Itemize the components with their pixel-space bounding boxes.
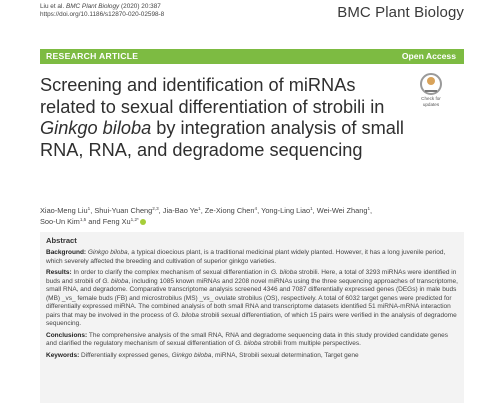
badge-line2: updates: [422, 102, 440, 107]
citation-line: [40, 3, 164, 11]
author-affiliation: 1,5: [79, 217, 87, 222]
results-species-1: G. biloba: [270, 269, 297, 276]
keywords-label: Keywords:: [46, 351, 80, 359]
conclusions-species: G. biloba: [235, 340, 262, 347]
author-affiliation: 1: [87, 206, 91, 211]
author-name[interactable]: Ze-Xiong Chen: [204, 206, 255, 215]
results-text-d: strobili sexual differentiation, of which 15 pairs were verified in the analysis of degradome sequencing.: [46, 311, 457, 327]
keywords-text-b: , miRNA, Strobili sexual determination, Target gene: [211, 351, 359, 359]
background-label: Background:: [46, 249, 87, 256]
open-access-label: Open Access: [401, 51, 456, 61]
check-for-updates-badge[interactable]: [416, 73, 446, 109]
conclusions-text-b: strobili from multiple perspectives.: [261, 340, 361, 347]
title-species: Ginkgo biloba: [40, 118, 152, 139]
citation-year-pages: (2020) 20:387: [121, 3, 161, 10]
citation-journal: BMC Plant Biology: [65, 3, 120, 10]
author-name[interactable]: Shui-Yuan Cheng: [94, 206, 153, 215]
author-affiliation: 2,3: [152, 206, 159, 211]
doi-link[interactable]: https://doi.org/10.1186/s12870-020-02598-8: [40, 11, 165, 19]
citation-authors: Liu et al.: [40, 3, 65, 10]
citation-block: [40, 3, 164, 19]
journal-name: BMC Plant Biology: [337, 4, 464, 21]
keywords-species: Ginkgo biloba: [171, 351, 212, 359]
abstract-keywords: [46, 352, 458, 361]
check-for-updates-icon: [420, 73, 442, 95]
author-name[interactable]: Yong-Ling Liao: [261, 206, 311, 215]
results-species-3: G. biloba: [172, 311, 199, 319]
badge-line1: Check for: [421, 96, 441, 101]
conclusions-label: Conclusions:: [46, 331, 88, 339]
article-type-label: RESEARCH ARTICLE: [46, 51, 139, 61]
orcid-icon[interactable]: [140, 219, 146, 225]
abstract-background: [46, 249, 458, 266]
background-text: , a typical dioecious plant, is a traditional medicinal plant widely planted. However, it has a long juvenile period, which severely affected the breeding and cultivation of superior ginkgo varieties.: [46, 249, 446, 265]
results-text-c: , including 1085 known miRNAs and 2208 novel miRNAs using the three sequencing approaches of transcriptome, small RNA, and degradome. Comparative transcriptome analysis screened 4346 and 7087 differentially expressed genes (DEGs) in male buds (MB) _vs_ female buds (FB) and microstrobilus (MS) _vs_ ovulate strobilus (OS), respectively. A total of 6032 target genes were predicted for differentially expressed miRNA. The combined analysis of both small RNA and transcriptome datasets identified 51 miRNA-mRNA interaction pairs that may be involved in the process of: [46, 277, 458, 319]
article-title: [40, 75, 410, 162]
author-name[interactable]: Xiao-Meng Liu: [40, 206, 88, 215]
abstract-results: [46, 269, 458, 329]
author-list: Xiao-Meng Liu$^1$, Shui-Yuan Cheng$^{2,3}$, Jia-Bao Ye$^1$, Ze-Xiong Chen$^4$, Yong-Ling Liao$^1$, Wei-Wei Zhang$^1$, Soo-Un Kim$^{1,5}$ and Feng $Xu^{1,2*}$: [40, 206, 373, 226]
author-affiliation: 4: [254, 206, 258, 211]
background-species: Ginkgo biloba: [87, 249, 128, 256]
article-banner: [40, 49, 464, 64]
author-affiliation: 1: [198, 206, 201, 211]
abstract-box: [40, 232, 464, 403]
abstract-heading: Abstract: [46, 236, 77, 245]
author-affiliation: 1: [367, 206, 371, 211]
results-species-2: G. biloba: [102, 277, 129, 285]
results-text-b: strobili. Here, a total of 3293 miRNAs were identified in buds and strobili of: [46, 269, 457, 285]
results-label: Results:: [46, 269, 72, 276]
author-affiliation: 1: [310, 206, 313, 211]
results-text-a: In order to clarify the complex mechanism of sexual differentiation in: [71, 269, 271, 276]
author-name[interactable]: Wei-Wei Zhang: [316, 206, 368, 215]
abstract-conclusions: [46, 332, 458, 349]
conclusions-text-a: The comprehensive analysis of the small RNA, RNA and degradome sequencing data in this study provided candidate genes and clarified the regulatory mechanism of sexual differentiation of: [46, 331, 449, 347]
title-part-b: by integration analysis of small RNA, RNA, and degradome sequencing: [40, 118, 404, 161]
authors-and: and: [88, 217, 101, 226]
author-name[interactable]: Soo-Un Kim: [40, 217, 80, 226]
author-name[interactable]: Feng Xu: [102, 217, 131, 226]
title-part-a: Screening and identification of miRNAs related to sexual differentiation of strobili in: [40, 75, 385, 117]
keywords-text-a: Differentially expressed genes,: [79, 351, 172, 359]
author-affiliation: 1,2*: [130, 217, 139, 222]
author-name[interactable]: Jia-Bao Ye: [162, 206, 199, 215]
